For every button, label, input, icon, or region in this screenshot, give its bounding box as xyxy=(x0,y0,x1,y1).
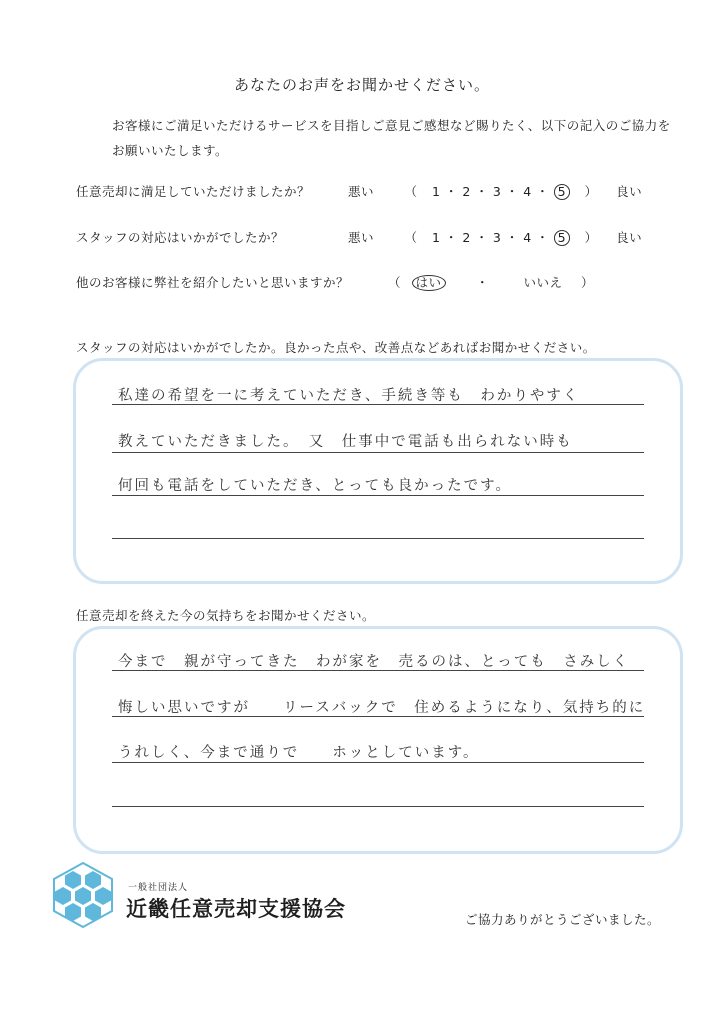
rating-option-selected[interactable]: 5 xyxy=(554,230,570,246)
rating-option[interactable]: 1 xyxy=(432,184,441,199)
referral-question: 他のお客様に弊社を紹介したいと思いますか？ xyxy=(76,275,350,290)
handwritten-line: うれしく、今まで通りで ホッとしています。 xyxy=(118,745,480,761)
rating-question-staff: スタッフの対応はいかがでしたか？ xyxy=(76,230,285,245)
rating-option[interactable]: 3 xyxy=(492,184,502,199)
handwritten-line: 教えていただきました。 又 仕事中で電話も出られない時も xyxy=(118,434,573,450)
intro-text: お客様にご満足いただけるサービスを目指しご意見ご感想など賜りたく、以下の記入のご協力をお願いいたします。 xyxy=(112,118,671,158)
thanks-text: ご協力ありがとうございました。 xyxy=(465,912,661,927)
comment-line xyxy=(112,495,644,496)
handwritten-line: 悔しい思いですが リースバックで 住めるようになり、気持ち的に xyxy=(118,700,646,716)
rating-scale-satisfaction: 悪い （ 1 ・ 2 ・ 3 ・ 4 ・ 5 ） 良い xyxy=(348,184,643,199)
referral-options: （ はい ・ いいえ ） xyxy=(388,275,595,290)
rating-scale-staff: 悪い （ 1 ・ 2 ・ 3 ・ 4 ・ 5 ） 良い xyxy=(348,230,643,245)
comment-line xyxy=(112,538,644,539)
rating-option[interactable]: 3 xyxy=(492,230,502,245)
rating-bad-label: 悪い xyxy=(348,184,375,199)
section1-label: スタッフの対応はいかがでしたか。良かった点や、改善点などあればお聞かせください。 xyxy=(76,340,596,355)
rating-option[interactable]: 2 xyxy=(462,184,471,199)
handwritten-line: 何回も電話をしていただき、とっても良かったです。 xyxy=(118,478,512,494)
org-type: 一般社団法人 xyxy=(128,883,189,893)
rating-good-label: 良い xyxy=(616,230,643,245)
comment-line xyxy=(112,762,644,763)
comment-line xyxy=(112,452,644,453)
comment-line xyxy=(112,806,644,807)
handwritten-line: 今まで 親が守ってきた わが家を 売るのは、とっても さみしく xyxy=(118,654,630,670)
rating-option[interactable]: 1 xyxy=(432,230,441,245)
referral-no-option[interactable]: いいえ xyxy=(523,275,563,290)
rating-option-selected[interactable]: 5 xyxy=(554,184,570,200)
rating-bad-label: 悪い xyxy=(348,230,375,245)
rating-question-satisfaction: 任意売却に満足していただけましたか？ xyxy=(76,184,311,199)
rating-good-label: 良い xyxy=(616,184,643,199)
rating-option[interactable]: 4 xyxy=(523,230,532,245)
rating-option[interactable]: 4 xyxy=(523,184,532,199)
handwritten-line: 私達の希望を一に考えていただき、手続き等も わかりやすく xyxy=(118,388,580,404)
page-title: あなたのお声をお聞かせください。 xyxy=(233,76,490,94)
rating-option[interactable]: 2 xyxy=(462,230,471,245)
hexagon-logo-icon xyxy=(50,862,116,928)
referral-yes-option[interactable]: はい xyxy=(412,275,446,291)
org-name: 近畿任意売却支援協会 xyxy=(126,897,346,921)
section2-label: 任意売却を終えた今の気持ちをお聞かせください。 xyxy=(76,608,376,623)
